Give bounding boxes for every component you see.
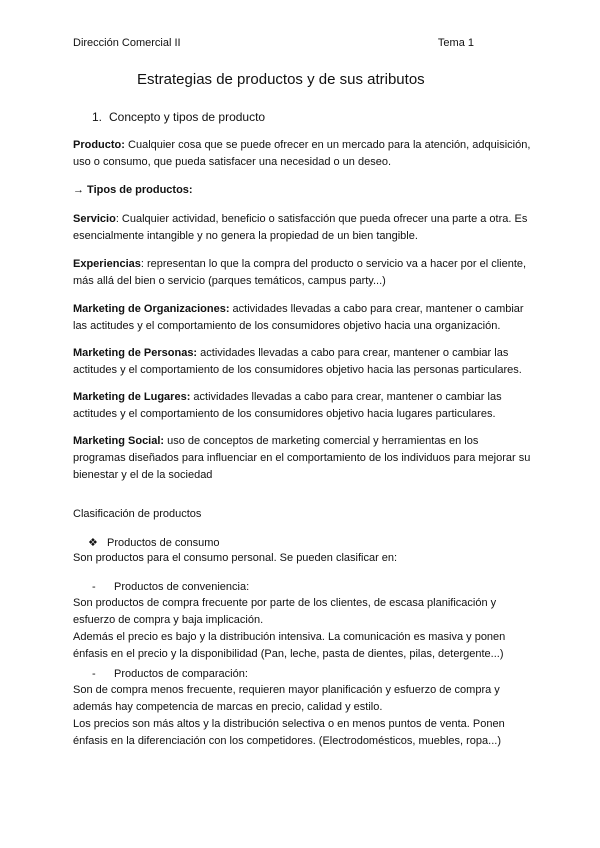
- document-title: Estrategias de productos y de sus atributos: [137, 71, 425, 88]
- clasificacion-heading: Clasificación de productos: [73, 508, 202, 520]
- comparacion-desc-2: Los precios son más altos y la distribución selectiva o en menos puntos de venta. Ponen énfasis en la diferenciación con los competidores. (Electrodomésticos, muebles, ropa...): [73, 718, 505, 747]
- producto-term: Producto:: [73, 139, 125, 151]
- tipo-term: Marketing de Lugares:: [73, 391, 191, 403]
- tipo-term: Marketing de Personas:: [73, 347, 198, 359]
- tipo-text: : Cualquier actividad, beneficio o satisfacción que pueda ofrecer una parte a otra. Es esencialmente intangible y no genera la propiedad de un bien tangible.: [73, 213, 528, 242]
- tipo-text: uso de conceptos de marketing comercial y herramientas en los programas diseñados para influenciar en el comportamiento de los individuos para mejorar su bienestar y el de la sociedad: [73, 435, 531, 481]
- tipo-servicio: [73, 211, 533, 245]
- page-header: [73, 35, 474, 51]
- tipos-heading: [73, 182, 533, 199]
- tipo-text: actividades llevadas a cabo para crear, mantener o cambiar las actitudes y el comportamiento de los consumidores objetivo hacia lugares particulares.: [73, 391, 502, 420]
- topic-label: Tema 1: [437, 37, 474, 49]
- conveniencia-label: Productos de conveniencia:: [114, 581, 250, 593]
- tipo-social: [73, 433, 533, 484]
- dash-bullet: -: [92, 668, 96, 680]
- conveniencia-list-item: [92, 579, 552, 596]
- comparacion-desc-1: Son de compra menos frecuente, requieren mayor planificación y esfuerzo de compra y además hay competencia de marcas en precio, calidad y estilo.: [73, 684, 500, 713]
- tipo-term: Servicio: [73, 213, 116, 225]
- section-label: Concepto y tipos de producto: [109, 110, 266, 124]
- producto-definition: [73, 137, 533, 171]
- diamond-bullet-icon: ❖: [88, 537, 98, 549]
- tipo-text: : representan lo que la compra del producto o servicio va a hacer por el cliente, más allá del bien o servicio (parques temáticos, campus party...): [73, 258, 527, 287]
- tipos-heading-text: → Tipos de productos:: [73, 184, 193, 196]
- conveniencia-description: [73, 595, 533, 663]
- section-number: 1.: [92, 110, 103, 124]
- comparacion-list-item: [92, 666, 552, 683]
- tipo-lugares: [73, 389, 533, 423]
- conveniencia-desc-2: Además el precio es bajo y la distribución intensiva. La comunicación es masiva y ponen énfasis en el precio y la disponibilidad (Pan, leche, pasta de dientes, pilas, detergente...): [73, 631, 506, 660]
- tipo-personas: [73, 345, 533, 379]
- conveniencia-desc-1: Son productos de compra frecuente por parte de los clientes, de escasa planificación y esfuerzo de compra y baja implicación.: [73, 597, 497, 626]
- tipo-text: actividades llevadas a cabo para crear, mantener o cambiar las actitudes y el comportamiento de los consumidores objetivo hacia una organización.: [73, 303, 524, 332]
- section-heading: [92, 109, 265, 126]
- tipo-term: Marketing Social:: [73, 435, 165, 447]
- consumo-description: Son productos para el consumo personal. Se pueden clasificar en:: [73, 552, 398, 564]
- tipo-experiencias: [73, 256, 533, 290]
- comparacion-label: Productos de comparación:: [114, 668, 248, 680]
- tipo-term: Experiencias: [73, 258, 141, 270]
- comparacion-description: [73, 682, 533, 750]
- producto-text: Cualquier cosa que se puede ofrecer en un mercado para la atención, adquisición, uso o consumo, que pueda satisfacer una necesidad o un deseo.: [73, 139, 531, 168]
- consumo-label: Productos de consumo: [107, 537, 220, 549]
- tipo-term: Marketing de Organizaciones:: [73, 303, 230, 315]
- tipo-text: actividades llevadas a cabo para crear, mantener o cambiar las actitudes y el comportamiento de los consumidores objetivo hacia las personas particulares.: [73, 347, 522, 376]
- tipo-organizaciones: [73, 301, 533, 335]
- dash-bullet: -: [92, 581, 96, 593]
- course-name: Dirección Comercial II: [73, 37, 181, 49]
